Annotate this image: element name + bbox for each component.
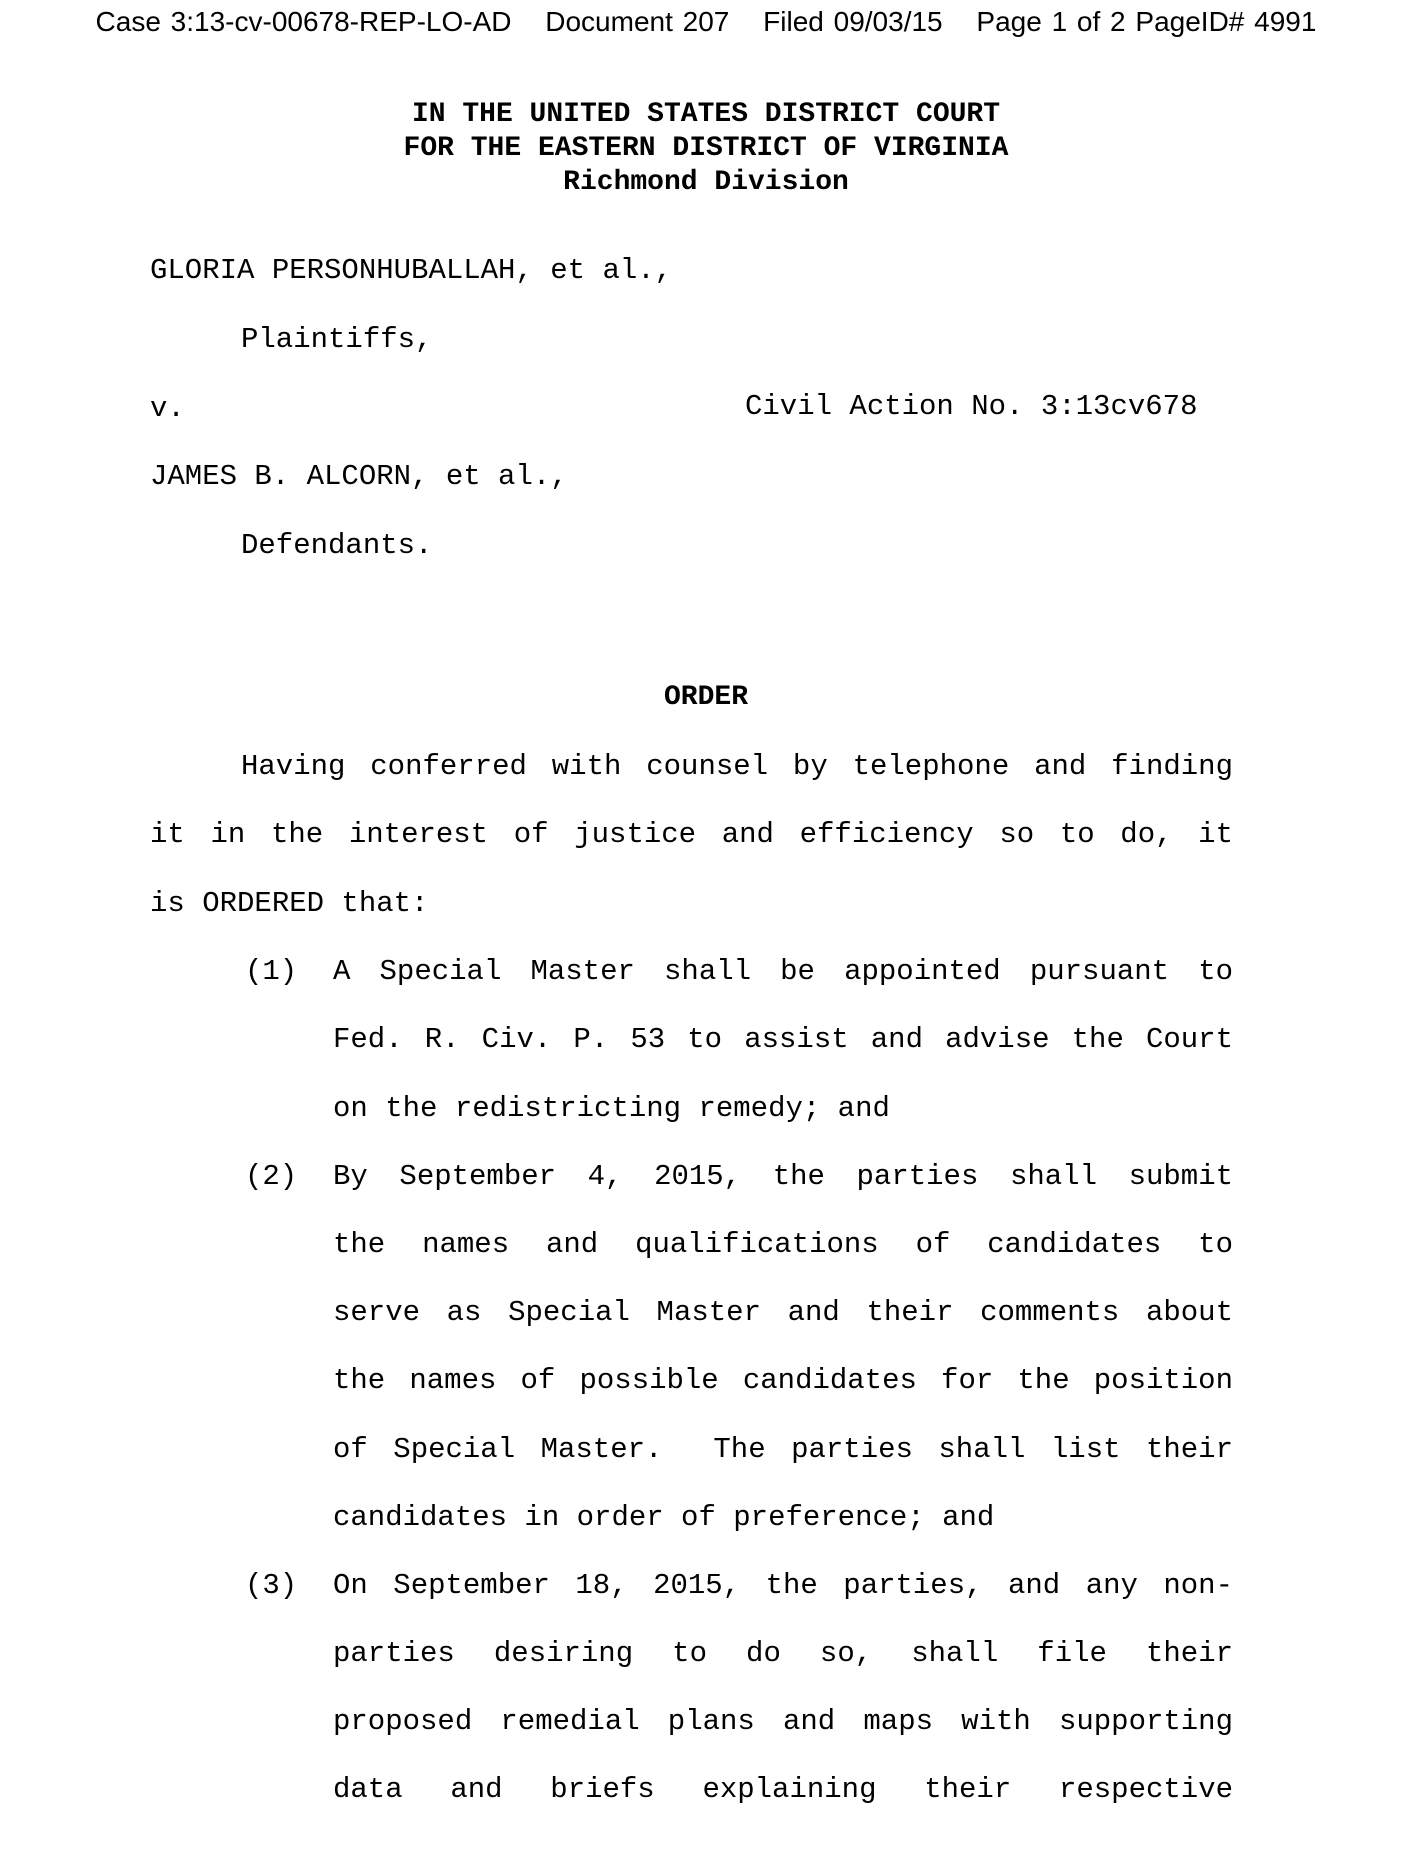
intro-line-2: it in the interest of justice and efficiency so to do, it <box>150 818 1233 851</box>
order-title: ORDER <box>663 682 748 713</box>
item-2-line-5: of Special Master. The parties shall list their <box>333 1433 1233 1466</box>
court-heading-line1: IN THE UNITED STATES DISTRICT COURT <box>411 99 1001 130</box>
plaintiff-role: Plaintiffs, <box>241 323 433 356</box>
item-number: (1) <box>245 955 298 988</box>
item-number: (3) <box>245 1569 298 1602</box>
item-1-line-2: Fed. R. Civ. P. 53 to assist and advise the Court <box>333 1023 1233 1056</box>
page-info: Page 1 of 2 PageID# 4991 <box>976 6 1317 37</box>
filing-header <box>0 6 1412 38</box>
item-1-line-3: on the redistricting remedy; and <box>333 1092 890 1125</box>
plaintiff-name: GLORIA PERSONHUBALLAH, et al., <box>150 254 673 287</box>
intro-line-1: Having conferred with counsel by telephone and finding <box>241 750 1233 783</box>
defendant-role: Defendants. <box>241 529 433 562</box>
filed-date: Filed 09/03/15 <box>763 6 943 37</box>
item-2-line-4: the names of possible candidates for the position <box>333 1364 1233 1397</box>
defendant-name: JAMES B. ALCORN, et al., <box>150 460 568 493</box>
item-number: (2) <box>245 1160 298 1193</box>
intro-line-3: is ORDERED that: <box>150 887 429 920</box>
item-3-line-4: data and briefs explaining their respective <box>333 1773 1233 1806</box>
item-3-line-1: On September 18, 2015, the parties, and any non- <box>333 1569 1233 1602</box>
item-3-line-3: proposed remedial plans and maps with supporting <box>333 1705 1233 1738</box>
court-division: Richmond Division <box>563 167 849 198</box>
item-1-line-1: A Special Master shall be appointed pursuant to <box>333 955 1233 988</box>
document-number: Document 207 <box>545 6 730 37</box>
item-3-line-2: parties desiring to do so, shall file their <box>333 1637 1233 1670</box>
item-2-line-6: candidates in order of preference; and <box>333 1501 995 1534</box>
item-2-line-3: serve as Special Master and their comments about <box>333 1296 1233 1329</box>
versus: v. <box>150 392 185 425</box>
court-heading-line2: FOR THE EASTERN DISTRICT OF VIRGINIA <box>403 133 1009 164</box>
civil-action-number: Civil Action No. 3:13cv678 <box>745 390 1198 423</box>
case-number: Case 3:13-cv-00678-REP-LO-AD <box>95 6 512 37</box>
item-2-line-2: the names and qualifications of candidates to <box>333 1228 1233 1261</box>
item-2-line-1: By September 4, 2015, the parties shall submit <box>333 1160 1233 1193</box>
